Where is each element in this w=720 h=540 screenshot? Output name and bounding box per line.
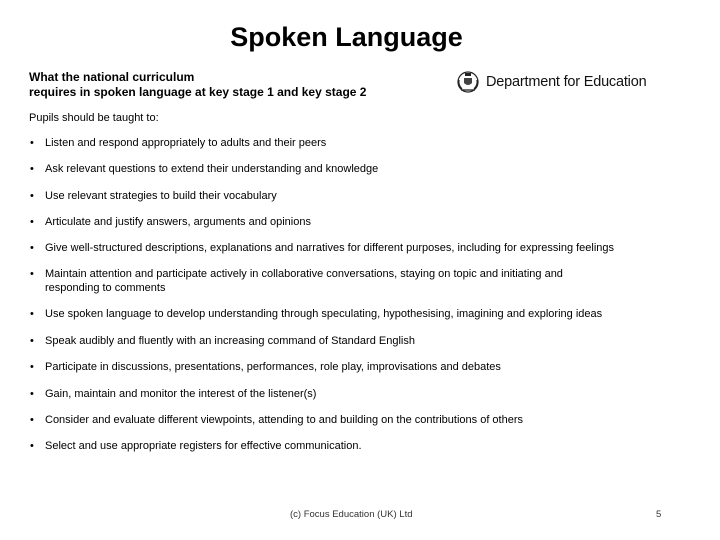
royal-coat-of-arms-icon bbox=[456, 70, 480, 94]
list-item bbox=[29, 388, 679, 402]
slide-title: Spoken Language bbox=[230, 22, 463, 52]
list-item bbox=[29, 361, 679, 375]
list-item-text: Use spoken language to develop understanding through speculating, hypothesising, imagining and exploring ideas bbox=[45, 308, 603, 320]
list-item-text: Use relevant strategies to build their vocabulary bbox=[45, 190, 277, 202]
bullet-marker: • bbox=[30, 190, 34, 202]
list-item-text: Maintain attention and participate actively in collaborative conversations, staying on topic and initiating and responding to comments bbox=[45, 268, 563, 294]
bullet-marker: • bbox=[30, 335, 34, 347]
bullet-marker: • bbox=[30, 268, 34, 280]
bullet-marker: • bbox=[30, 414, 34, 426]
list-item bbox=[29, 242, 679, 256]
list-item-text: Consider and evaluate different viewpoints, attending to and building on the contributions of others bbox=[45, 414, 524, 426]
logo-text: Department for Education bbox=[486, 74, 647, 90]
list-item-text: Participate in discussions, presentations, performances, role play, improvisations and debates bbox=[45, 361, 501, 373]
list-item-text: Select and use appropriate registers for effective communication. bbox=[45, 440, 362, 452]
subtitle bbox=[29, 70, 439, 100]
list-item-text: Give well-structured descriptions, explanations and narratives for different purposes, including for expressing feelings bbox=[45, 242, 615, 254]
bullet-marker: • bbox=[30, 308, 34, 320]
intro-text: Pupils should be taught to: bbox=[29, 112, 159, 124]
bullet-marker: • bbox=[30, 440, 34, 452]
subtitle-line: requires in spoken language at key stage 1 and key stage 2 bbox=[29, 85, 367, 99]
bullet-marker: • bbox=[30, 388, 34, 400]
list-item bbox=[29, 414, 679, 428]
bullet-marker: • bbox=[30, 216, 34, 228]
list-item bbox=[29, 335, 679, 349]
list-item bbox=[29, 308, 679, 322]
list-item-text: Ask relevant questions to extend their understanding and knowledge bbox=[45, 163, 379, 175]
list-item bbox=[29, 190, 679, 204]
list-item bbox=[29, 163, 679, 177]
list-item-text: Speak audibly and fluently with an increasing command of Standard English bbox=[45, 335, 415, 347]
department-for-education-logo bbox=[456, 70, 646, 94]
footer bbox=[0, 509, 720, 523]
page-number: 5 bbox=[656, 509, 662, 520]
bullet-marker: • bbox=[30, 361, 34, 373]
bullet-marker: • bbox=[30, 163, 34, 175]
bullet-marker: • bbox=[30, 137, 34, 149]
list-item bbox=[29, 137, 679, 151]
list-item-text: Gain, maintain and monitor the interest of the listener(s) bbox=[45, 388, 317, 400]
list-item bbox=[29, 216, 679, 230]
list-item bbox=[29, 268, 679, 295]
list-item bbox=[29, 440, 679, 454]
footer-credit: (c) Focus Education (UK) Ltd bbox=[290, 509, 413, 520]
list-item-text: Listen and respond appropriately to adults and their peers bbox=[45, 137, 327, 149]
list-item-text: Articulate and justify answers, arguments and opinions bbox=[45, 216, 311, 228]
bullet-marker: • bbox=[30, 242, 34, 254]
subtitle-line: What the national curriculum bbox=[29, 70, 195, 84]
